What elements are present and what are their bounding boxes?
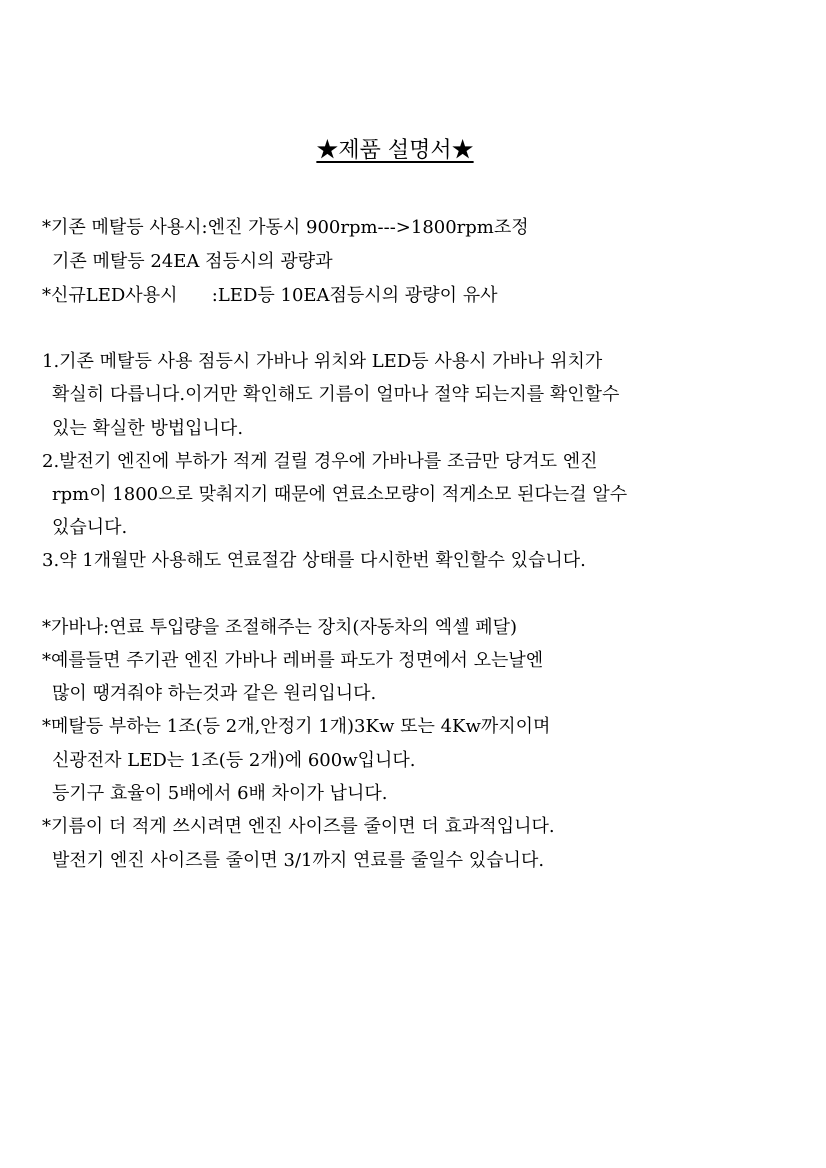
text-line: *신규LED사용시 :LED등 10EA점등시의 광량이 유사 [42,285,498,306]
text-line: *메탈등 부하는 1조(등 2개,안정기 1개)3Kw 또는 4Kw까지이며 [42,716,551,737]
text-line: *예를들면 주기관 엔진 가바나 레버를 파도가 정면에서 오는날엔 [42,650,544,671]
document-title: ★제품 설명서★ [316,138,474,163]
text-line: 3.약 1개월만 사용해도 연료절감 상태를 다시한번 확인할수 있습니다. [42,550,586,571]
text-line: 발전기 엔진 사이즈를 줄이면 3/1까지 연료를 줄일수 있습니다. [52,850,545,871]
text-line: 많이 땡겨줘야 하는것과 같은 원리입니다. [52,683,377,704]
text-line: 2.발전기 엔진에 부하가 적게 걸릴 경우에 가바나를 조금만 당겨도 엔진 [42,451,598,472]
text-line: 확실히 다릅니다.이거만 확인해도 기름이 얼마나 절약 되는지를 확인할수 [52,384,620,405]
document-title-wrap [0,136,790,166]
text-line: 기존 메탈등 24EA 점등시의 광량과 [52,251,333,272]
text-line: 등기구 효율이 5배에서 6배 차이가 납니다. [52,783,388,804]
text-line: rpm이 1800으로 맞춰지기 때문에 연료소모량이 적게소모 된다는걸 알수 [52,484,628,505]
text-line: *기름이 더 적게 쓰시려면 엔진 사이즈를 줄이면 더 효과적입니다. [42,816,555,837]
text-line: *가바나:연료 투입량을 조절해주는 장치(자동차의 엑셀 페달) [42,617,518,638]
text-line: 있는 확실한 방법입니다. [52,418,244,439]
text-line: *기존 메탈등 사용시:엔진 가동시 900rpm--->1800rpm조정 [42,217,529,238]
text-line: 신광전자 LED는 1조(등 2개)에 600w입니다. [52,750,416,771]
text-line: 있습니다. [52,517,128,538]
text-line: 1.기존 메탈등 사용 점등시 가바나 위치와 LED등 사용시 가바나 위치가 [42,351,603,372]
